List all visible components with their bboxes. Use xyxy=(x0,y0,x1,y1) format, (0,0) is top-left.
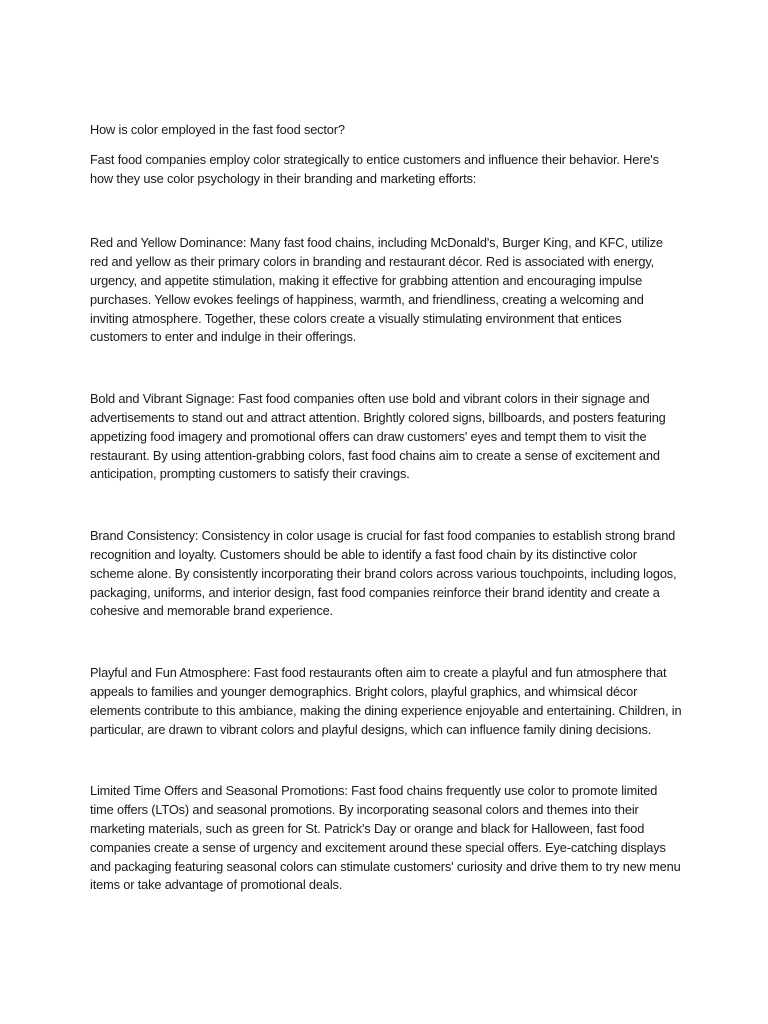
paragraph-red-yellow-dominance: Red and Yellow Dominance: Many fast food chains, including McDonald's, Burger King, and KFC, utilize red and yellow as their primary colors in branding and restaurant décor. Red is associated with energy, urgency, and appetite stimulation, making it effective for grabbing attention and encouraging impulse purchases. Yellow evokes feelings of happiness, warmth, and friendliness, creating a welcoming and inviting atmosphere. Together, these colors create a visually stimulating environment that entices customers to enter and indulge in their offerings. xyxy=(90,235,663,345)
paragraph-limited-time-offers: Limited Time Offers and Seasonal Promotions: Fast food chains frequently use color to promote limited time offers (LTOs) and seasonal promotions. By incorporating seasonal colors and themes into their marketing materials, such as green for St. Patrick's Day or orange and black for Halloween, fast food companies create a sense of urgency and excitement around these special offers. Eye-catching displays and packaging featuring seasonal colors can stimulate customers' curiosity and drive them to try new menu items or take advantage of promotional deals. xyxy=(90,783,681,893)
paragraph-bold-vibrant-signage: Bold and Vibrant Signage: Fast food companies often use bold and vibrant colors in their signage and advertisements to stand out and attract attention. Brightly colored signs, billboards, and posters featuring appetizing food imagery and promotional offers can draw customers' eyes and tempt them to visit the restaurant. By using attention-grabbing colors, fast food chains aim to create a sense of excitement and anticipation, prompting customers to satisfy their cravings. xyxy=(90,391,666,482)
intro-paragraph: Fast food companies employ color strategically to entice customers and influence their behavior. Here's how they use color psychology in their branding and marketing efforts: xyxy=(90,151,659,186)
paragraph-brand-consistency: Brand Consistency: Consistency in color usage is crucial for fast food companies to establish strong brand recognition and loyalty. Customers should be able to identify a fast food chain by its distinctive color scheme alone. By consistently incorporating their brand colors across various touchpoints, including logos, packaging, uniforms, and interior design, fast food companies reinforce their brand identity and create a cohesive and memorable brand experience. xyxy=(90,528,677,619)
paragraph-playful-fun-atmosphere: Playful and Fun Atmosphere: Fast food restaurants often aim to create a playful and fun atmosphere that appeals to families and younger demographics. Bright colors, playful graphics, and whimsical décor elements contribute to this ambiance, making the dining experience enjoyable and entertaining. Children, in particular, are drawn to vibrant colors and playful designs, which can influence family dining decisions. xyxy=(90,665,682,737)
question-heading: How is color employed in the fast food sector? xyxy=(90,122,345,137)
document-body xyxy=(90,121,682,938)
